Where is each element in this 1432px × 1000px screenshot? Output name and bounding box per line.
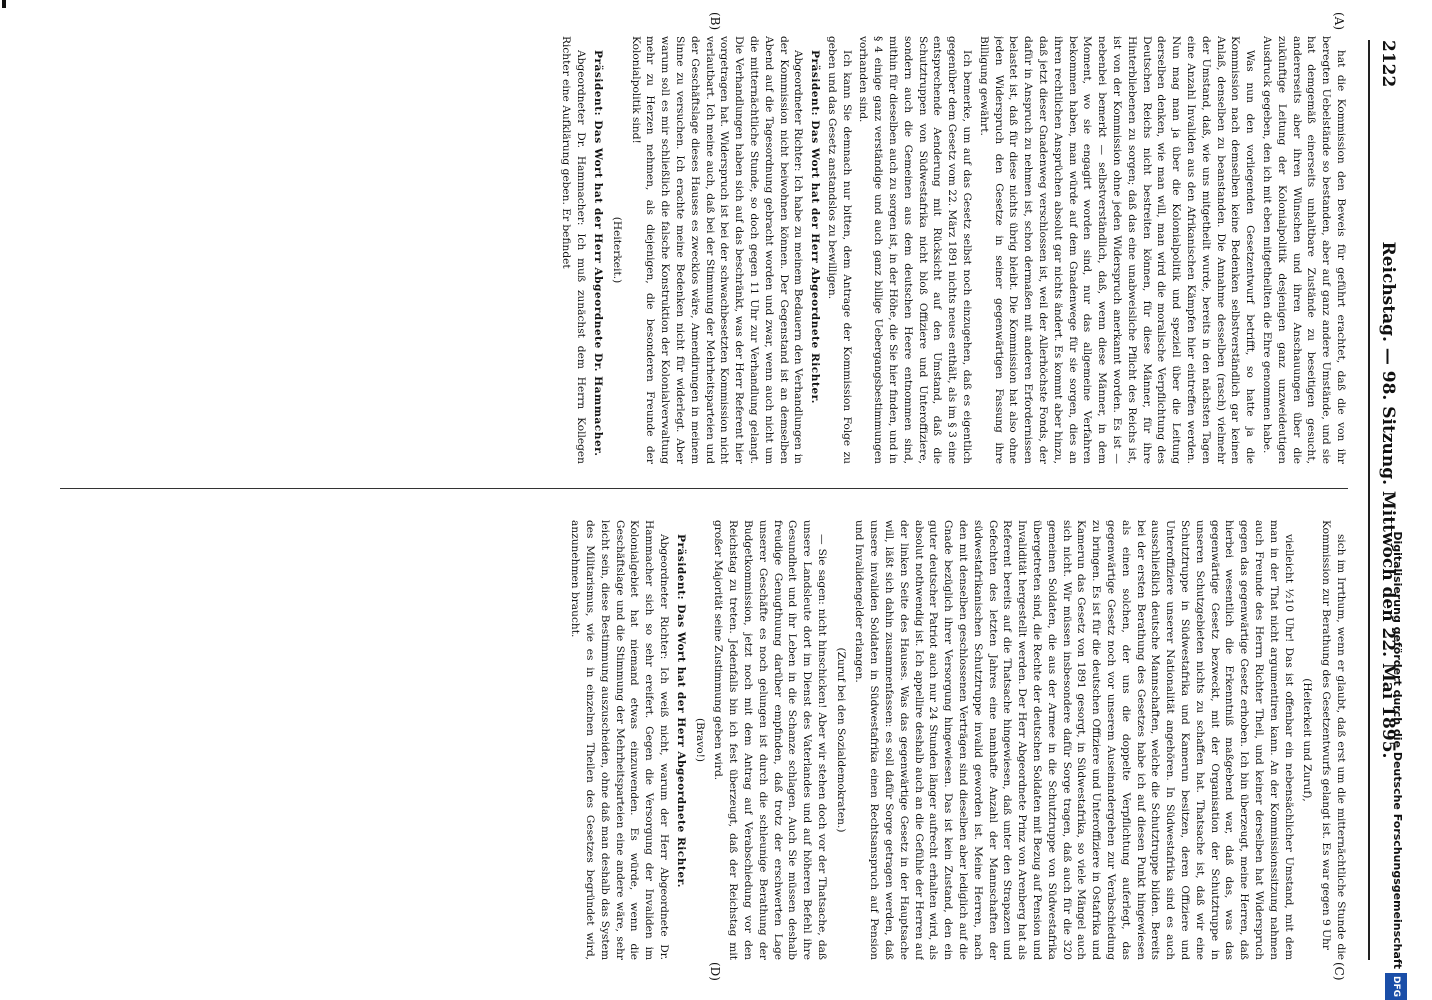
left-column — [60, 36, 1348, 464]
paragraph: Ich bemerke, um auf das Gesetz selbst noch einzugehen, daß es eigentlich gegenüber dem Gesetz vom 22. März 1891 nichts neues enthält, als im § 3 eine entsprechende Aenderung mit Rücksicht auf den Umstand, daß die Schutztruppen von Südwestafrika nicht bloß Offiziere und Unteroffiziere, sondern auch die Gemeinen aus dem deutschen Heere entnommen sind, mithin für dieselben auch zu sorgen ist, in der Höhe, die Sie hier finden, und in § 4 einige ganz verständige und auch ganz billige Uebergangsbestimmungen vorhanden sind. — [857, 36, 974, 464]
scan-mark — [2, 0, 6, 8]
paragraph: — Sie sagen: nicht hinschicken! Aber wir stehen doch vor der Thatsache, daß unsere Landsleute dort im Dienst des Vaterlandes und auf höheren Befehl ihre Gesundheit und ihr Leben in die Schanze schlagen. Auch Sie müssen deshalb freudige Genugthuung darüber empfinden, daß trotz der erschwerten Lage unserer Geschäfte es noch gelungen ist durch die schleunige Berathung der Budgetkommission, jetzt noch mit dem Antrag auf Verabschiedung vor den Reichstag zu treten. Jedenfalls bin ich fest überzeugt, daß der Reichstag mit großer Majorität seine Zustimmung geben wird. — [712, 520, 828, 960]
interjection: (Heiterkeit.) — [610, 216, 623, 284]
page-number: 2122 — [1378, 40, 1398, 88]
margin-letter-d: (D) — [708, 962, 722, 981]
digitization-note-text: Digitalisierung gefördert durch die Deutsche Forschungsgemeinschaft — [1391, 531, 1404, 969]
paragraph: Was nun den vorliegenden Gesetzentwurf betrifft, so hatte ja die Kommission nach demselben keine Bedenken selbstverständlich gar keinen Anlaß, denselben zu beanstanden. Die Annahme desselben (rasch) vielmehr der Umstand, daß, wie uns mitgetheilt wurde, bereits in den nächsten Tagen eine Anzahl Invaliden aus den Afrikanischen Kämpfen hier eintreffen werden. Nun mag man ja über die Kolonialpolitik und speziell über die Leitung derselben denken, wie man will, man wird die moralische Verpflichtung des Deutschen Reichs nicht bestreiten können, für diese Männer, für ihre Hinterbliebenen zu sorgen; daß das eine unabweisliche Pflicht des Reichs ist, ist von der Kommission ohne jeden Widerspruch anerkannt worden. Es ist — nebenbei bemerkt — selbstverständlich, daß, wenn diese Männer, in dem Moment, wo sie engagirt worden sind, nur das allgemeine Verfahren bekommen haben, man würde auf dem Gnadenwege für sie sorgen, dies an ihren rechtlichen Ansprüchen absolut gar nichts ändert. Es kommt aber hinzu, daß jetzt dieser Gnadenweg verschlossen ist, weil der Allerhöchste Fonds, der dafür in Anspruch zu nehmen ist, schon dermaßen mit anderen Erfordernissen belastet ist, daß für diese nichts übrig bleibt. Die Kommission hat also ohne jeden Widerspruch den Gesetze in seiner gegenwärtigen Fassung ihre Billigung gewährt. — [977, 36, 1257, 464]
right-column — [60, 520, 1348, 960]
interjection: (Bravo!) — [693, 717, 706, 763]
column-divider — [60, 488, 1348, 489]
header-rule — [1368, 40, 1370, 960]
digitization-note — [1386, 0, 1408, 1000]
paragraph: hat die Kommission den Beweis für geführt erachtet, daß die von ihr beregten Uebelstände so bestanden, aber auf ganz andere Umstände, und sie hat demgemäß einerseits unhaltbare Zustände zu beseitigen gesucht, andererseits aber ihren Wünschen und ihren Anschauungen über die zukünftige Leitung der Kolonialpolitik desjenigen ganz unzweideutigen Ausdruck gegeben, den ich mit eben mitgetheilten die Ehre genommen habe. — [1261, 36, 1347, 464]
paragraph: Abgeordneter Dr. Hammacher: Ich muß zunächst dem Herrn Kollegen Richter eine Aufklärung geben. Er befindet — [560, 36, 588, 464]
speaker-line: Präsident: Das Wort hat der Herr Abgeordnete Dr. Hammacher. — [591, 50, 604, 457]
speaker-line: Präsident: Das Wort hat der Herr Abgeordnete Richter. — [674, 534, 687, 888]
margin-letter-b: (B) — [708, 12, 722, 31]
paragraph: Abgeordneter Richter: Ich weiß nicht, warum der Herr Abgeordnete Dr. Hammacher sich so sehr ereifert. Gegen die Versorgung der Invaliden im Kolonialgebiet hat niemand etwas einzuwenden. Es würde, wenn die Geschäftslage und die Stimmung der Mehrheitsparteien eine andere wäre, sehr leicht sein, diese Bestimmung auszuscheiden, ohne daß man deshalb das System des Militarismus, wie es in einzelnen Theilen des Gesetzes begründet wird, anzunehmen braucht. — [569, 520, 670, 960]
dfg-logo-icon: DFG — [1385, 973, 1407, 1000]
interjection: (Zuruf bei den Sozialdemokraten.) — [834, 647, 847, 833]
margin-letter-c: (C) — [1332, 962, 1346, 981]
paragraph: vielleicht ½10 Uhr! Das ist offenbar ein nebensächlicher Umstand, mit dem man in der That nicht argumentiren kann. An der Kommissionssitzung nahmen auch Freunde des Herrn Richter Theil, und keiner derselben hat Widerspruch gegen das gegenwärtige Gesetz erhoben. Ich bin überzeugt, meine Herren, daß hierbei wesentlich die Erkenntniß maßgebend war, daß das, was das gegenwärtige Gesetz bezweckt, mit der Organisation der Schutztruppe in unseren Schutzgebieten nichts zu schaffen hat. Thatsache ist, daß wir eine Schutztruppe in Südwestafrika und Kamerun besitzen, deren Offiziere und Unteroffiziere unserer Nationalität angehören. In Südwestafrika sind es auch ausschließlich deutsche Mannschaften, welche die Schutztruppe bilden. Bereits bei der ersten Berathung des Gesetzes habe ich auf diesen Punkt hingewiesen als einen solchen, der uns die doppelte Verpflichtung auferlegt, das gegenwärtige Gesetz noch vor unserem Auseinandergehen zur Verabschiedung zu bringen. Es ist für die deutschen Offiziere und Unteroffiziere in Ostafrika und Kamerun das Gesetz von 1891 gesorgt, in Südwestafrika, so viele Mängel auch sich nicht. Wir müssen insbesondere dafür Sorge tragen, daß auch für die 320 gemeinen Soldaten, die aus der Armee in die Schutztruppe von Südwestafrika übergetreten sind, die Rechte der deutschen Soldaten mit Bezug auf Pension und Invalidität hergestellt werden. Der Herr Abgeordnete Prinz von Arenberg hat als Referent bereits auf die Thatsache hingewiesen, daß unter den Strapazen und Gefechten des letzten Jahres eine namhafte Anzahl der Mannschaften der südwestafrikanischen Schutztruppe invalid geworden ist. Meine Herren, nach den mit denselben geschlossenen Verträgen sind dieselben aber lediglich auf die Gnade bezüglich ihrer Versorgung hingewiesen. Das ist kein Zustand, den ein guter deutscher Patriot auch nur 24 Stunden länger aufrecht erhalten wird, als absolut nothwendig ist. Ich appellire deshalb auch an die Gefühle der Herren auf der linken Seite des Hauses. Was das gegenwärtige Gesetz in der Hauptsache will, läßt sich dahin zusammenfassen: es soll dafür Sorge getragen werden, daß unsere invaliden Soldaten in Südwestafrika einen Rechtsanspruch auf Pension und Invalidengelder erlangen. — [853, 520, 1295, 960]
interjection: (Heiterkeit und Zuruf), — [1301, 678, 1314, 802]
speaker-line: Präsident: Das Wort hat der Herr Abgeordnete Richter. — [809, 50, 822, 404]
paragraph: Ich kann Sie demnach nur bitten, dem Antrage der Kommission Folge zu geben und das Gesetz anstandslos zu bewilligen. — [825, 36, 853, 464]
paragraph: sich im Irrthum, wenn er glaubt, daß erst um die mitternächtliche Stunde die Kommission zur Berathung des Gesetzentwurfs gelangt ist. Es war gegen 9 Uhr — [1320, 520, 1347, 960]
running-head: Reichstag. — 98. Sitzung. Mittwoch den 22. Mai 1895. — [1378, 241, 1398, 759]
paragraph: Abgeordneter Richter: Ich habe zu meinem Bedauern den Verhandlungen in der Kommission nicht beiwohnen können. Der Gegenstand ist an demselben Abend auf die Tagesordnung gebracht worden und zwar, wenn auch nicht um die mitternächtliche Stunde, so doch gegen 11 Uhr zur Verhandlung gelangt. Die Verhandlungen haben sich auf das beschränkt, was der Herr Referent hier vorgetragen hat. Widerspruch ist bei der schwachbesetzten Kommission nicht verlautbart. Ich meine auch, daß bei der Stimmung der Mehrheitsparteien und der Geschäftslage dieses Hauses es zwecklos wäre, Amendirungen in meinem Sinne zu versuchen. Ich erachte meine Bedenken nicht für widerlegt. Aber warum soll es mir schließlich die falsche Konstruktion der Kolonialverwaltung mehr zu Herzen nehmen, als diejenigen, die besonderen Freunde der Kolonialpolitik sind! — [629, 36, 805, 464]
margin-letter-a: (A) — [1332, 12, 1346, 31]
